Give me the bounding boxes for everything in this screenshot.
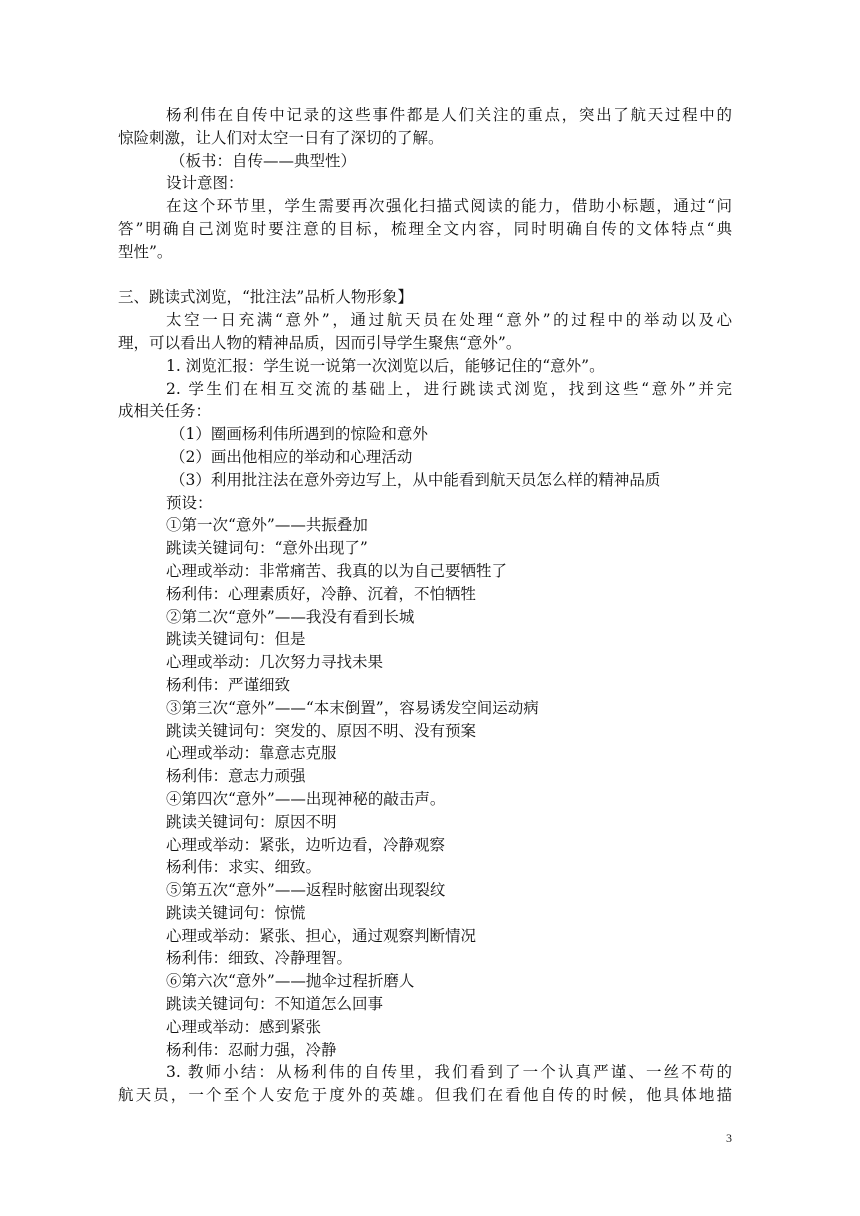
event-quality: 杨利伟：细致、冷静理智。 [166,949,353,968]
list-item: 1. 浏览汇报：学生说一说第一次浏览以后，能够记住的“意外”。 [166,356,605,375]
paragraph-line: 在这个环节里，学生需要再次强化扫描式阅读的能力，借助小标题，通过“问 [166,197,732,216]
event-title: ①第一次“意外”——共振叠加 [166,516,368,535]
event-keywords: 跳读关键词句：“意外出现了” [166,539,368,558]
event-keywords: 跳读关键词句：原因不明 [166,812,337,831]
event-keywords: 跳读关键词句：但是 [166,630,306,649]
event-quality: 杨利伟：严谨细致 [166,675,291,694]
event-quality: 杨利伟：心理素质好，冷静、沉着，不怕牺牲 [166,584,477,603]
task-item: （1）圈画杨利伟所遇到的惊险和意外 [170,425,428,444]
event-keywords: 跳读关键词句：惊慌 [166,903,306,922]
task-item: （3）利用批注法在意外旁边写上，从中能看到航天员怎么样的精神品质 [170,470,661,489]
event-title: ④第四次“意外”——出现神秘的敲击声。 [166,789,446,808]
event-action: 心理或举动：紧张，边听边看，冷静观察 [166,835,446,854]
paragraph-line: 太空一日充满“意外”，通过航天员在处理“意外”的过程中的举动以及心 [166,311,732,330]
preset-label: 预设： [166,493,213,512]
event-title: ③第三次“意外”——“本末倒置”，容易诱发空间运动病 [166,698,539,717]
event-title: ②第二次“意外”——我没有看到长城 [166,607,415,626]
paragraph-line: 理，可以看出人物的精神品质，因而引导学生聚焦“意外”。 [118,333,522,352]
paragraph-line: 答”明确自己浏览时要注意的目标，梳理全文内容，同时明确自传的文体特点“典 [118,219,732,238]
event-keywords: 跳读关键词句：突发的、原因不明、没有预案 [166,721,477,740]
board-note: （板书：自传——典型性） [170,151,357,170]
paragraph-line: 航天员，一个至个人安危于度外的英雄。但我们在看他自传的时候，他具体地描 [118,1086,732,1105]
event-keywords: 跳读关键词句：不知道怎么回事 [166,995,384,1014]
paragraph-line: 成相关任务： [118,402,212,421]
event-action: 心理或举动：靠意志克服 [166,744,337,763]
paragraph-line: 杨利伟在自传中记录的这些事件都是人们关注的重点，突出了航天过程中的 [166,106,732,124]
event-quality: 杨利伟：意志力顽强 [166,767,306,786]
design-intent-label: 设计意图： [166,174,244,193]
task-item: （2）画出他相应的举动和心理活动 [170,447,413,466]
event-action: 心理或举动：几次努力寻找未果 [166,653,384,672]
page-content [118,104,732,1107]
event-action: 心理或举动：感到紧张 [166,1017,322,1036]
event-action: 心理或举动：非常痛苦、我真的以为自己要牺牲了 [166,561,508,580]
event-title: ⑤第五次“意外”——返程时舷窗出现裂纹 [166,881,446,900]
blank-line [118,264,732,287]
section-heading: 三、跳读式浏览，“批注法”品析人物形象】 [118,288,413,307]
paragraph-line: 惊险刺激，让人们对太空一日有了深切的了解。 [118,128,444,147]
paragraph-line: 型性”。 [118,242,173,261]
event-title: ⑥第六次“意外”——抛伞过程折磨人 [166,972,415,991]
page-number: 3 [726,1131,732,1145]
event-action: 心理或举动：紧张、担心，通过观察判断情况 [166,926,477,945]
list-item: 3. 教师小结：从杨利伟的自传里，我们看到了一个认真严谨、一丝不苟的 [166,1063,732,1082]
event-quality: 杨利伟：求实、细致。 [166,858,322,877]
list-item: 2. 学生们在相互交流的基础上，进行跳读式浏览，找到这些“意外”并完 [166,379,732,398]
event-quality: 杨利伟：忍耐力强，冷静 [166,1040,337,1059]
